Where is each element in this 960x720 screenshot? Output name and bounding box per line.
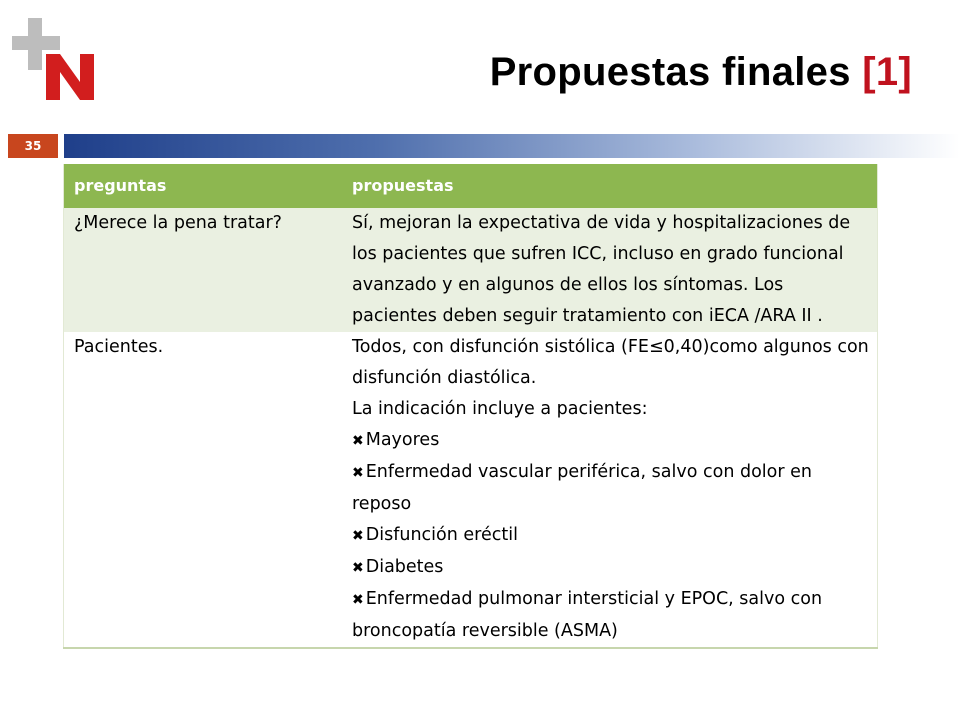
list-item-text: Diabetes <box>365 557 444 577</box>
table-row <box>64 208 878 332</box>
list-item-text: Enfermedad vascular periférica, salvo con dolor en reposo <box>352 462 812 514</box>
question-cell: Pacientes. <box>64 332 343 648</box>
column-header-proposals: propuestas <box>342 164 878 208</box>
proposals-table <box>63 164 878 649</box>
answer-cell <box>342 332 878 648</box>
table-header-row <box>64 164 878 208</box>
title-reference: [1] <box>862 50 912 94</box>
cross-bullet-icon: ✖ <box>352 560 364 576</box>
cross-bullet-icon: ✖ <box>352 465 364 481</box>
answer-paragraph: Todos, con disfunción sistólica (FE≤0,40)como algunos con disfunción diastólica. <box>352 337 869 388</box>
title-main: Propuestas finales <box>489 50 851 94</box>
header-gradient-bar <box>64 134 960 158</box>
list-item-text: Enfermedad pulmonar intersticial y EPOC, salvo con broncopatía reversible (ASMA) <box>352 589 823 641</box>
answer-paragraph: La indicación incluye a pacientes: <box>352 399 648 419</box>
cross-bullet-icon: ✖ <box>352 528 364 544</box>
cross-bullet-icon: ✖ <box>352 592 364 608</box>
column-header-questions: preguntas <box>64 164 343 208</box>
answer-cell: Sí, mejoran la expectativa de vida y hospitalizaciones de los pacientes que sufren ICC, incluso en grado funcional avanzado y en algunos de ellos los síntomas. Los pacientes deben seguir tratamiento con iECA /ARA II . <box>342 208 878 332</box>
cross-n-logo <box>0 0 110 110</box>
page-title <box>490 50 912 95</box>
list-item-text: Mayores <box>365 430 440 450</box>
table-row <box>64 332 878 648</box>
list-item-text: Disfunción eréctil <box>365 525 518 545</box>
list-item <box>352 584 871 647</box>
list-item <box>352 425 871 457</box>
slide-number: 35 <box>8 134 58 158</box>
list-item <box>352 520 871 552</box>
question-cell: ¿Merece la pena tratar? <box>64 208 343 332</box>
list-item <box>352 457 871 520</box>
list-item <box>352 552 871 584</box>
cross-bullet-icon: ✖ <box>352 433 364 449</box>
